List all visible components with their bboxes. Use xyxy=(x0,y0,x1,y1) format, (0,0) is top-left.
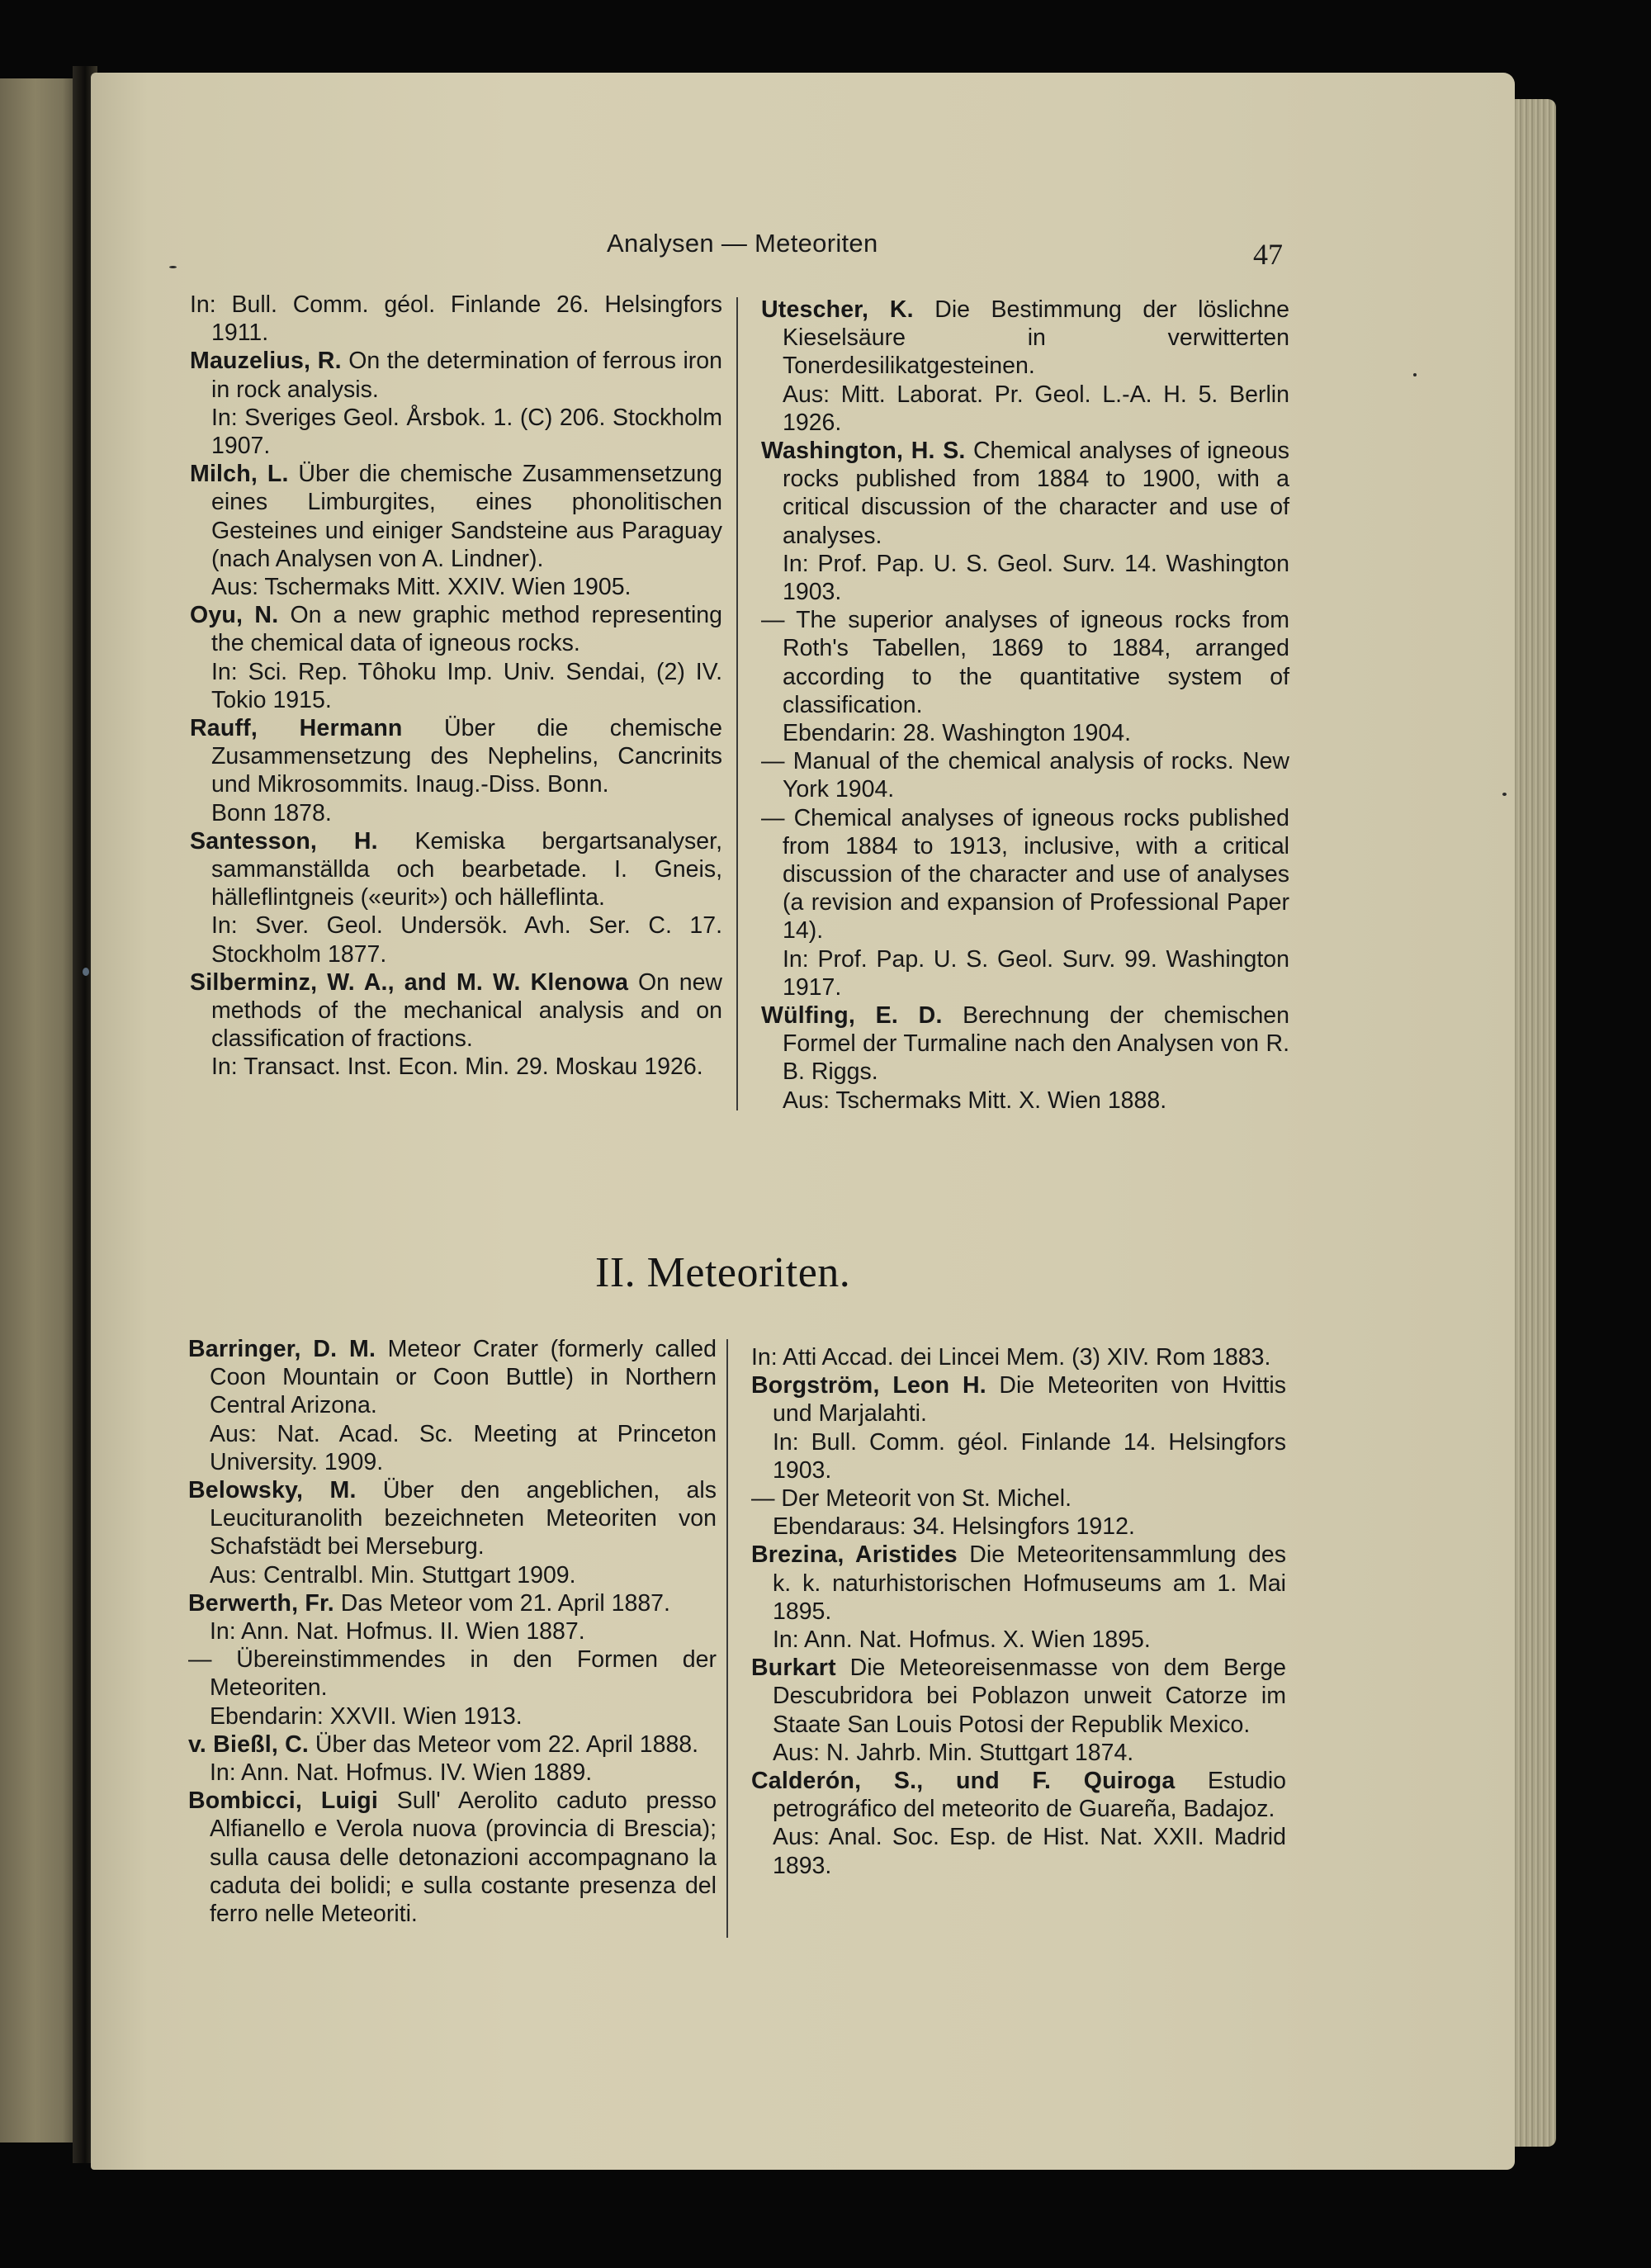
bib-title: In: Bull. Comm. géol. Finlande 26. Helsingfors 1911. xyxy=(190,291,722,347)
bib-title: — Übereinstimmendes in den Formen der Meteoriten. xyxy=(188,1646,717,1702)
bib-title: Über das Meteor vom 22. April 1888. xyxy=(315,1731,699,1758)
bib-entry xyxy=(190,714,722,827)
bib-author: Silberminz, W. A., and M. W. Klenowa xyxy=(190,968,629,996)
paper-speck xyxy=(1413,373,1417,376)
bib-source: In: Ann. Nat. Hofmus. II. Wien 1887. xyxy=(210,1618,585,1645)
bib-entry xyxy=(751,1343,1286,1371)
bib-entry xyxy=(751,1371,1286,1484)
bib-entry xyxy=(188,1589,717,1645)
bib-title: On a new graphic method representing the chemical data of igneous rocks. xyxy=(211,602,722,657)
bib-author: Oyu, N. xyxy=(190,602,279,629)
bib-title: Über die chemische Zusammensetzung eines Limburgites, eines phonolitischen Gesteines und einiger Sandsteine aus Paraguay (nach Analysen von A. Lindner). xyxy=(211,461,722,572)
bib-author: Santesson, H. xyxy=(190,827,378,855)
bib-title: — The superior analyses of igneous rocks from Roth's Tabellen, 1869 to 1884, arranged according to the quantitative system of classification. xyxy=(761,607,1289,718)
bib-entry xyxy=(190,291,722,347)
bib-source: Aus: Anal. Soc. Esp. de Hist. Nat. XXII. Madrid 1893. xyxy=(773,1824,1286,1879)
bib-source: Bonn 1878. xyxy=(211,799,332,826)
bib-author: Burkart xyxy=(751,1655,836,1682)
bib-author: v. Bießl, C. xyxy=(188,1731,309,1758)
page-stack-edges xyxy=(1511,99,1556,2147)
bib-source: Aus: Tschermaks Mitt. XXIV. Wien 1905. xyxy=(211,574,632,601)
bib-author: Bombicci, Luigi xyxy=(188,1787,378,1815)
analysen-column-right xyxy=(761,296,1289,1115)
bib-source: Ebendarin: 28. Washington 1904. xyxy=(783,720,1131,747)
bib-source: In: Transact. Inst. Econ. Min. 29. Moskau 1926. xyxy=(211,1054,703,1081)
bib-author: Belowsky, M. xyxy=(188,1477,357,1504)
previous-page-edge xyxy=(0,78,78,2143)
bib-author: Wülfing, E. D. xyxy=(761,1002,943,1030)
meteoriten-column-right xyxy=(751,1343,1286,1880)
bib-entry xyxy=(190,460,722,601)
bib-source: Aus: Centralbl. Min. Stuttgart 1909. xyxy=(210,1561,576,1589)
bib-title: Das Meteor vom 21. April 1887. xyxy=(340,1589,670,1617)
bib-source: In: Prof. Pap. U. S. Geol. Surv. 99. Washington 1917. xyxy=(783,945,1289,1001)
bib-title: Sull' Aerolito caduto presso Alfianello e Verola nuova (provincia di Brescia); sulla causa delle detonazioni accompagnano la caduta dei bolidi; e sulla costante presenza del ferro nelle Meteoriti. xyxy=(210,1787,717,1928)
bib-entry xyxy=(761,606,1289,747)
meteoriten-column-left xyxy=(188,1335,717,1928)
bib-author: Barringer, D. M. xyxy=(188,1336,376,1362)
bib-title: Berechnung der chemischen Formel der Turmaline nach den Analysen von R. B. Riggs. xyxy=(783,1002,1289,1086)
bib-author: Milch, L. xyxy=(190,461,289,488)
bib-entry xyxy=(188,1645,717,1731)
bib-title: Estudio petrográfico del meteorito de Guareña, Badajoz. xyxy=(773,1768,1286,1823)
bib-author: Brezina, Aristides xyxy=(751,1541,958,1569)
bib-title: Chemical analyses of igneous rocks published from 1884 to 1900, with a critical discussion of the character and use of analyses. xyxy=(783,438,1289,549)
paper-speck xyxy=(83,968,89,976)
bib-source: In: Sveriges Geol. Årsbok. 1. (C) 206. Stockholm 1907. xyxy=(211,404,722,460)
running-head: Analysen — Meteoriten xyxy=(607,229,878,258)
bib-entry xyxy=(751,1541,1286,1654)
bib-title: — Chemical analyses of igneous rocks published from 1884 to 1913, inclusive, with a critical discussion of the character and use of analyses (a revision and expansion of Professional Paper 14). xyxy=(761,804,1289,945)
column-divider-bottom xyxy=(726,1339,728,1938)
bib-entry xyxy=(761,437,1289,606)
bib-source: In: Ann. Nat. Hofmus. IV. Wien 1889. xyxy=(210,1759,593,1787)
column-divider-top xyxy=(736,297,738,1110)
bib-title: On the determination of ferrous iron in rock analysis. xyxy=(211,348,723,403)
bib-entry xyxy=(190,601,722,714)
bib-title: Über die chemische Zusammensetzung des Nephelins, Cancrinits und Mikrosommits. Inaug.-Diss. Bonn. xyxy=(211,715,722,798)
bib-author: Borgström, Leon H. xyxy=(751,1372,986,1399)
bib-entry xyxy=(751,1767,1286,1880)
bib-source: In: Sver. Geol. Undersök. Avh. Ser. C. 17. Stockholm 1877. xyxy=(211,912,722,968)
bib-source: Aus: Mitt. Laborat. Pr. Geol. L.-A. H. 5. Berlin 1926. xyxy=(783,381,1289,436)
bib-title: In: Atti Accad. dei Lincei Mem. (3) XIV. Rom 1883. xyxy=(751,1344,1271,1371)
bib-entry xyxy=(190,347,722,460)
bib-source: Aus: Tschermaks Mitt. X. Wien 1888. xyxy=(783,1087,1167,1114)
paper-speck xyxy=(169,266,177,268)
bib-entry xyxy=(190,968,722,1082)
bib-title: Die Meteoritensammlung des k. k. naturhistorischen Hofmuseums am 1. Mai 1895. xyxy=(773,1541,1287,1625)
bib-title: Meteor Crater (formerly called Coon Mountain or Coon Buttle) in Northern Central Arizona. xyxy=(210,1336,717,1419)
bib-author: Calderón, S., und F. Quiroga xyxy=(751,1768,1176,1795)
bib-title: Über den angeblichen, als Leucituranolith bezeichneten Meteoriten von Schafstädt bei Merseburg. xyxy=(210,1477,717,1560)
bib-source: Aus: N. Jahrb. Min. Stuttgart 1874. xyxy=(773,1739,1134,1766)
analysen-column-left xyxy=(190,291,722,1082)
bib-source: In: Sci. Rep. Tôhoku Imp. Univ. Sendai, (2) IV. Tokio 1915. xyxy=(211,658,722,713)
bib-source: In: Ann. Nat. Hofmus. X. Wien 1895. xyxy=(773,1626,1151,1654)
bib-entry xyxy=(190,827,722,968)
bib-entry xyxy=(751,1484,1286,1541)
bib-title: Die Bestimmung der löslichne Kieselsäure in verwitterten Tonerdesilikatgesteinen. xyxy=(783,296,1290,380)
bib-entry xyxy=(188,1787,717,1928)
bib-title: Die Meteoriten von Hvittis und Marjalahti. xyxy=(773,1372,1287,1428)
bib-title: — Manual of the chemical analysis of rocks. New York 1904. xyxy=(761,748,1289,803)
section-title: II. Meteoriten. xyxy=(595,1249,851,1296)
bib-entry xyxy=(188,1476,717,1589)
bib-title: Kemiska bergartsanalyser, sammanställda och bearbetade. I. Gneis, hälleflintgneis («eurit») och hälleflinta. xyxy=(211,827,722,911)
bib-title: — Der Meteorit von St. Michel. xyxy=(751,1485,1072,1513)
bib-source: In: Bull. Comm. géol. Finlande 14. Helsingfors 1903. xyxy=(773,1428,1286,1484)
bib-title: Die Meteoreisenmasse von dem Berge Descubridora bei Poblazon unweit Catorze im Staate San Louis Potosi der Republik Mexico. xyxy=(773,1655,1287,1738)
bib-entry xyxy=(761,1001,1289,1115)
bib-source: Aus: Nat. Acad. Sc. Meeting at Princeton University. 1909. xyxy=(210,1420,717,1475)
bib-entry xyxy=(188,1335,717,1476)
bib-author: Mauzelius, R. xyxy=(190,348,342,375)
bib-entry xyxy=(751,1654,1286,1767)
bib-source: Ebendarin: XXVII. Wien 1913. xyxy=(210,1702,523,1730)
bib-author: Utescher, K. xyxy=(761,296,914,323)
bib-entry xyxy=(761,747,1289,803)
bib-entry xyxy=(188,1731,717,1787)
bib-author: Berwerth, Fr. xyxy=(188,1589,334,1617)
bib-author: Washington, H. S. xyxy=(761,438,966,465)
bib-entry xyxy=(761,804,1289,1001)
page-number: 47 xyxy=(1253,238,1283,271)
bib-source: Ebendaraus: 34. Helsingfors 1912. xyxy=(773,1513,1135,1541)
paper-speck xyxy=(1502,793,1507,796)
bib-author: Rauff, Hermann xyxy=(190,715,403,742)
bib-source: In: Prof. Pap. U. S. Geol. Surv. 14. Washington 1903. xyxy=(783,550,1289,606)
bib-title: On new methods of the mechanical analysis and on classification of fractions. xyxy=(211,968,722,1053)
bib-entry xyxy=(761,296,1289,437)
